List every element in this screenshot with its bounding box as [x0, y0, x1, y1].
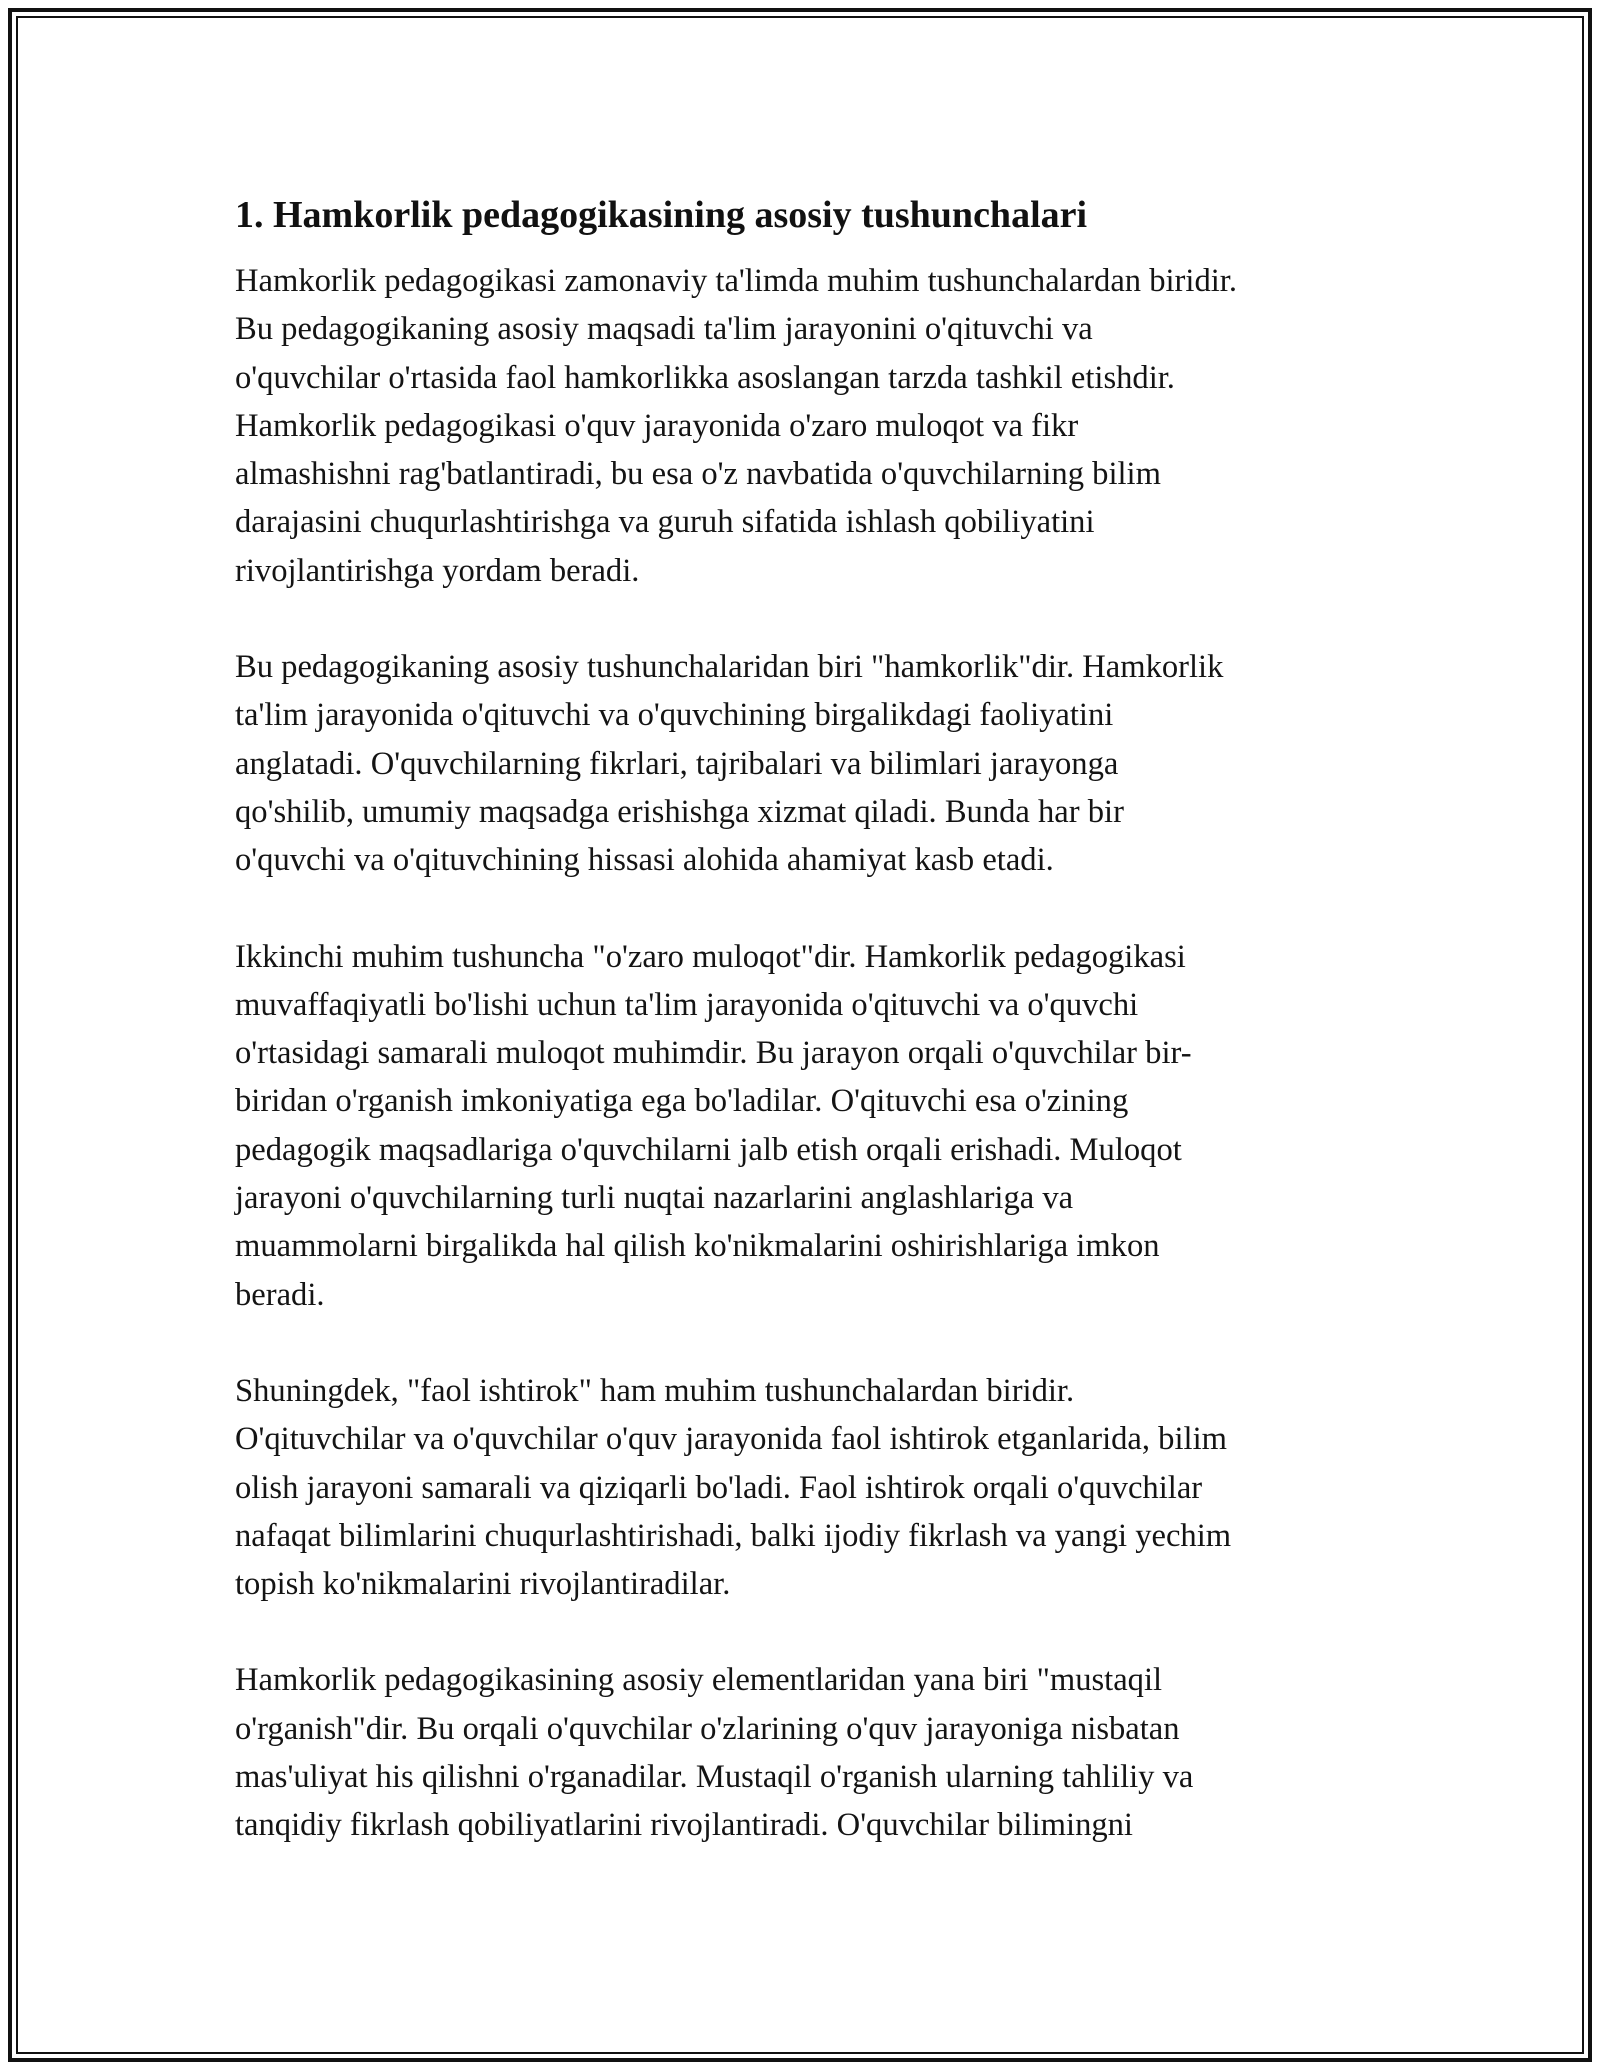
- text-line: almashishni rag'batlantiradi, bu esa o'z navbatida o'quvchilarning bilim: [235, 456, 1161, 493]
- text-line: o'rganish"dir. Bu orqali o'quvchilar o'zlarining o'quv jarayoniga nisbatan: [235, 1710, 1180, 1747]
- text-line: Hamkorlik pedagogikasi o'quv jarayonida o'zaro muloqot va fikr: [235, 407, 1079, 444]
- text-line: biridan o'rganish imkoniyatiga ega bo'ladilar. O'qituvchi esa o'zining: [235, 1083, 1129, 1120]
- text-line: Bu pedagogikaning asosiy tushunchalaridan biri "hamkorlik"dir. Hamkorlik: [235, 649, 1224, 686]
- text-line: mas'uliyat his qilishni o'rganadilar. Mustaqil o'rganish ularning tahliliy va: [235, 1759, 1194, 1796]
- text-line: tanqidiy fikrlash qobiliyatlarini rivojlantiradi. O'quvchilar bilimingni: [235, 1807, 1133, 1844]
- text-line: qo'shilib, umumiy maqsadga erishishga xizmat qiladi. Bunda har bir: [235, 793, 1124, 830]
- paragraph-5: [235, 1656, 1390, 1849]
- document-body: [235, 183, 1390, 1898]
- text-line: beradi.: [235, 1276, 325, 1313]
- paragraph-3: [235, 933, 1390, 1319]
- text-line: pedagogik maqsadlariga o'quvchilarni jalb etish orqali erishadi. Muloqot: [235, 1131, 1182, 1168]
- text-line: topish ko'nikmalarini rivojlantiradilar.: [235, 1566, 731, 1603]
- text-line: o'rtasidagi samarali muloqot muhimdir. Bu jarayon orqali o'quvchilar bir-: [235, 1035, 1192, 1072]
- text-line: O'qituvchilar va o'quvchilar o'quv jarayonida faol ishtirok etganlarida, bilim: [235, 1421, 1227, 1458]
- text-line: anglatadi. O'quvchilarning fikrlari, tajribalari va bilimlari jarayonga: [235, 745, 1119, 782]
- paragraph-2: [235, 643, 1390, 884]
- text-line: Ikkinchi muhim tushuncha "o'zaro muloqot"dir. Hamkorlik pedagogikasi: [235, 938, 1186, 975]
- text-line: darajasini chuqurlashtirishga va guruh sifatida ishlash qobiliyatini: [235, 504, 1095, 541]
- text-line: Bu pedagogikaning asosiy maqsadi ta'lim jarayonini o'qituvchi va: [235, 311, 1093, 348]
- paragraph-1: [235, 257, 1390, 595]
- text-line: o'quvchi va o'qituvchining hissasi alohida ahamiyat kasb etadi.: [235, 842, 1054, 879]
- text-line: muammolarni birgalikda hal qilish ko'nikmalarini oshirishlariga imkon: [235, 1228, 1160, 1265]
- paragraph-4: [235, 1367, 1390, 1608]
- text-line: nafaqat bilimlarini chuqurlashtirishadi, balki ijodiy fikrlash va yangi yechim: [235, 1517, 1232, 1554]
- text-line: olish jarayoni samarali va qiziqarli bo'ladi. Faol ishtirok orqali o'quvchilar: [235, 1469, 1203, 1506]
- text-line: rivojlantirishga yordam beradi.: [235, 552, 640, 589]
- text-line: jarayoni o'quvchilarning turli nuqtai nazarlarini anglashlariga va: [235, 1180, 1074, 1217]
- text-line: muvaffaqiyatli bo'lishi uchun ta'lim jarayonida o'qituvchi va o'quvchi: [235, 986, 1139, 1023]
- text-line: Hamkorlik pedagogikasining asosiy elementlaridan yana biri "mustaqil: [235, 1662, 1163, 1699]
- text-line: Hamkorlik pedagogikasi zamonaviy ta'limda muhim tushunchalardan biridir.: [235, 263, 1237, 299]
- section-heading: 1. Hamkorlik pedagogikasining asosiy tushunchalari: [235, 194, 1088, 236]
- text-line: Shuningdek, "faol ishtirok" ham muhim tushunchalardan biridir.: [235, 1372, 1075, 1409]
- text-line: o'quvchilar o'rtasida faol hamkorlikka asoslangan tarzda tashkil etishdir.: [235, 359, 1175, 396]
- text-line: ta'lim jarayonida o'qituvchi va o'quvchining birgalikdagi faoliyatini: [235, 697, 1114, 734]
